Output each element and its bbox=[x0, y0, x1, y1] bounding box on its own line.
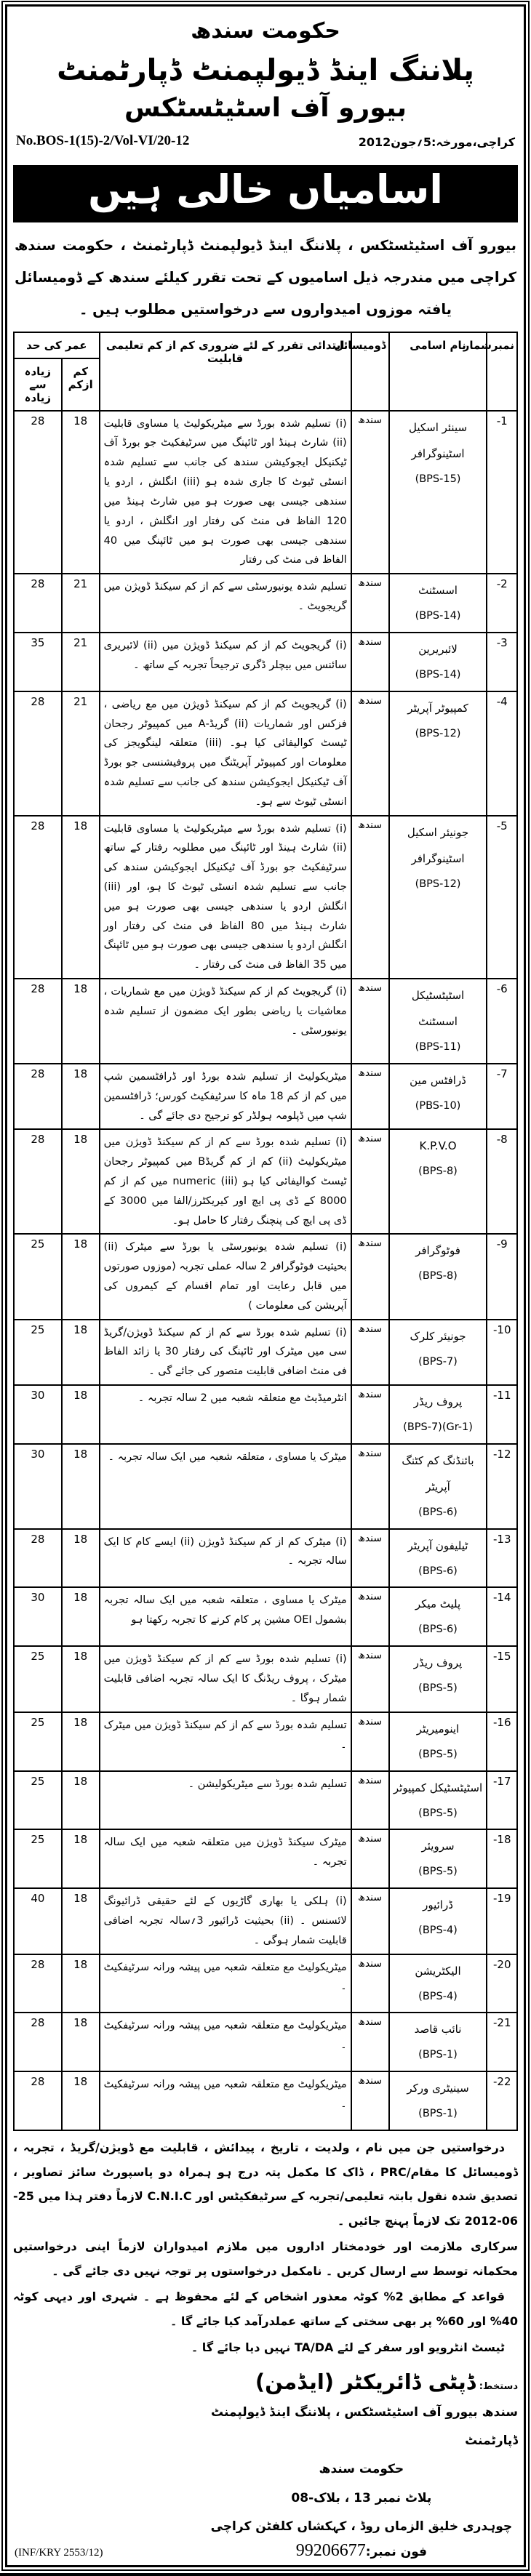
job-age-min: 18 bbox=[62, 2013, 100, 2071]
job-row bbox=[14, 1320, 517, 1385]
note-paragraph: سرکاری ملازمت اور خودمختار اداروں میں ملازم امیدواران لازماً اپنی درخواستیں محکمانہ توسط سے ارسال کریں ۔ نامکمل درخواستوں پر توجہ نہیں دی جائے گی ۔ bbox=[13, 2239, 518, 2278]
job-row bbox=[14, 1712, 517, 1771]
job-post bbox=[389, 1385, 487, 1444]
job-post-name: جونیئر کلرک bbox=[410, 1329, 466, 1343]
job-post bbox=[389, 691, 487, 816]
signatory-line bbox=[205, 2370, 518, 2394]
bureau-title: بیورو آف اسٹیٹسٹکس bbox=[124, 93, 407, 123]
job-pay-scale: (BPS-12) bbox=[415, 878, 461, 890]
job-age-max: 40 bbox=[14, 1888, 62, 1954]
job-domicile: سندھ bbox=[351, 816, 389, 979]
job-age-max: 30 bbox=[14, 1587, 62, 1646]
job-domicile: سندھ bbox=[351, 1320, 389, 1385]
job-post bbox=[389, 1064, 487, 1129]
job-qualification: میٹرک سیکنڈ ڈویژن میں متعلقہ شعبہ میں ایک سالہ تجربہ ۔ bbox=[100, 1829, 351, 1888]
job-domicile: سندھ bbox=[351, 2013, 389, 2071]
job-row bbox=[14, 2013, 517, 2071]
job-row bbox=[14, 1829, 517, 1888]
job-age-max: 28 bbox=[14, 1064, 62, 1129]
job-age-max: 25 bbox=[14, 1320, 62, 1385]
job-age-max: 28 bbox=[14, 816, 62, 979]
job-serial: -15 bbox=[487, 1646, 517, 1712]
job-age-max: 28 bbox=[14, 1129, 62, 1234]
job-qualification: میٹریکولیٹ مع متعلقہ شعبہ میں پیشہ ورانہ سرٹیفکیٹ ۔ bbox=[100, 2071, 351, 2130]
job-qualification: تسلیم شدہ بورڈ سے کم از کم سیکنڈ ڈویژن میں میٹرک ۔ bbox=[100, 1712, 351, 1771]
job-row bbox=[14, 1234, 517, 1319]
job-pay-scale: (BPS-6) bbox=[418, 1624, 458, 1636]
job-pay-scale: (BPS-8) bbox=[418, 1270, 458, 1283]
job-row bbox=[14, 411, 517, 574]
job-age-max: 28 bbox=[14, 411, 62, 574]
job-post bbox=[389, 1234, 487, 1319]
job-domicile: سندھ bbox=[351, 1064, 389, 1129]
job-qualification: (i) تسلیم شدہ یونیورسٹی یا بورڈ سے میٹرک (ii) بحیثیت فوٹوگرافر 2 سالہ عملی تجربہ (موزوں صورتوں میں قابل رعایت اور تمام اقسام کے کیمروں کی آپریشن کی معلومات ) bbox=[100, 1234, 351, 1319]
job-serial: -20 bbox=[487, 1954, 517, 2013]
job-age-max: 28 bbox=[14, 691, 62, 816]
notes-section bbox=[13, 2135, 518, 2359]
job-post-name: سینئر اسکیل اسٹینوگرافر bbox=[408, 420, 468, 460]
date-line: کراچی،مورخہ:5؍جون2012 bbox=[358, 135, 515, 149]
job-qualification: میٹرک یا مساوی ، متعلقہ شعبہ میں ایک سالہ تجربہ ۔ bbox=[100, 1444, 351, 1529]
job-qualification: میٹرک یا مساوی ، متعلقہ شعبہ میں ایک سالہ تجربہ بشمول OEI مشین پر کام کرنے کا تجربہ رکھتا ہو bbox=[100, 1587, 351, 1646]
signature-label: دستخط: bbox=[479, 2381, 518, 2393]
job-pay-scale: (BPS-4) bbox=[418, 1925, 458, 1937]
job-age-max: 28 bbox=[14, 979, 62, 1064]
job-age-min: 18 bbox=[62, 1888, 100, 1954]
header-row-main bbox=[14, 332, 517, 358]
job-pay-scale: (BPS-5) bbox=[418, 1682, 458, 1695]
job-row bbox=[14, 633, 517, 691]
job-serial: -7 bbox=[487, 1064, 517, 1129]
jobs-table-head bbox=[14, 332, 517, 411]
job-age-max: 25 bbox=[14, 1829, 62, 1888]
job-post-name: سرویئر bbox=[421, 1839, 455, 1853]
job-age-min: 18 bbox=[62, 1320, 100, 1385]
job-qualification: تسلیم شدہ بورڈ سے میٹریکولیشن ۔ bbox=[100, 1771, 351, 1830]
department-title: پلاننگ اینڈ ڈیولپمنٹ ڈپارٹمنٹ bbox=[57, 54, 474, 87]
job-post bbox=[389, 2013, 487, 2071]
job-age-min: 18 bbox=[62, 1385, 100, 1444]
job-post-name: ڈرائیور bbox=[423, 1898, 453, 1912]
phone-number: 99206677 bbox=[295, 2540, 366, 2560]
address-road: چوہدری خلیق الزماں روڈ ، کہکشاں کلفٹن کراچی bbox=[210, 2519, 513, 2534]
job-pay-scale: (BPS-15) bbox=[415, 473, 461, 485]
job-qualification: (i) تسلیم شدہ بورڈ سے کم از کم سیکنڈ ڈویژن/گریڈ سی میں میٹرک اور ٹائپنگ کی رفتار 30 یا زائد الفاظ فی منٹ اضافی قابلیت متصور کی جائے گی ۔ bbox=[100, 1320, 351, 1385]
job-pay-scale: (BPS-14) bbox=[415, 610, 461, 622]
job-qualification: (i) گریجویٹ کم از کم سیکنڈ ڈویژن میں مع ریاضی ، فزکس اور شماریات (ii) گریڈ-A میں کمپیوٹر رجحان ٹیسٹ کوالیفائی کیا ہو۔ (iii) متعلقہ لینگویجز کی معلومات اور کمپیوٹر آپریٹنگ میں پروفیشنسی جو بورڈ آف ٹیکنیکل ایجوکیشن سندھ کی جانب سے تسلیم شدہ انسٹی ٹیوٹ سے ہو۔ bbox=[100, 691, 351, 816]
job-age-min: 18 bbox=[62, 1444, 100, 1529]
job-age-max: 25 bbox=[14, 1771, 62, 1830]
job-post-name: اینومیریٹر bbox=[416, 1722, 460, 1736]
note-paragraph: قواعد کے مطابق 2% کوٹہ معذور اشخاص کے لئے محفوظ ہے ۔ شہری اور دیہی کوٹہ 40% اور 60% پر بھی سختی کے ساتھ عملدرآمد کیا جائے گا ۔ bbox=[13, 2290, 518, 2329]
job-domicile: سندھ bbox=[351, 691, 389, 816]
signatory-government: حکومت سندھ bbox=[319, 2462, 404, 2477]
job-qualification: انٹرمیڈیٹ مع متعلقہ شعبہ میں 2 سالہ تجربہ ۔ bbox=[100, 1385, 351, 1444]
job-domicile: سندھ bbox=[351, 1829, 389, 1888]
job-pay-scale: (BPS-12) bbox=[415, 727, 461, 739]
ad-outer-frame bbox=[1, 1, 530, 2571]
job-domicile: سندھ bbox=[351, 2071, 389, 2130]
government-title: حکومت سندھ bbox=[191, 18, 340, 44]
job-qualification: میٹریکولیٹ از تسلیم شدہ بورڈ اور ڈرافٹسمین شپ میں کم از کم 18 ماہ کا سرٹیفکیٹ کورس؛ ڈرافٹسمین شپ میں ڈپلومہ ہولڈر کو ترجیح دی جائے گی ۔ bbox=[100, 1064, 351, 1129]
job-pay-scale: (BPS-1) bbox=[418, 2108, 458, 2120]
signatory-title: ڈپٹی ڈائریکٹر (ایڈمن) bbox=[255, 2370, 476, 2395]
job-row bbox=[14, 1771, 517, 1830]
job-age-max: 35 bbox=[14, 633, 62, 691]
job-age-min: 18 bbox=[62, 1529, 100, 1588]
job-pay-scale: (BPS-14) bbox=[415, 668, 461, 681]
job-post-name: پروف ریڈر bbox=[413, 1395, 463, 1409]
address-plot: پلاٹ نمبر 13 ، بلاک-08 bbox=[291, 2490, 432, 2505]
job-post-name: ٹیلیفون آپریٹر bbox=[407, 1538, 468, 1552]
job-qualification: تسلیم شدہ یونیورسٹی سے کم از کم سیکنڈ ڈویژن میں گریجویٹ ۔ bbox=[100, 574, 351, 633]
job-post bbox=[389, 1954, 487, 2013]
job-post-name: ڈرافٹس مین bbox=[410, 1073, 466, 1087]
job-serial: -18 bbox=[487, 1829, 517, 1888]
job-age-min: 18 bbox=[62, 2071, 100, 2130]
job-age-min: 18 bbox=[62, 1129, 100, 1234]
job-age-min: 18 bbox=[62, 1712, 100, 1771]
job-serial: -8 bbox=[487, 1129, 517, 1234]
job-age-min: 18 bbox=[62, 1829, 100, 1888]
job-row bbox=[14, 816, 517, 979]
job-post-name: فوٹوگرافر bbox=[415, 1244, 460, 1258]
job-row bbox=[14, 1646, 517, 1712]
job-post bbox=[389, 1529, 487, 1588]
job-age-min: 18 bbox=[62, 1954, 100, 2013]
phone-line bbox=[205, 2541, 518, 2561]
job-serial: -16 bbox=[487, 1712, 517, 1771]
job-row bbox=[14, 2071, 517, 2130]
job-domicile: سندھ bbox=[351, 1129, 389, 1234]
job-qualification: (i) تسلیم شدہ بورڈ سے کم از کم سیکنڈ ڈویژن میں میٹریکولیٹ (ii) کم از کم گریڈB میں کمپیوٹر رجحان ٹیسٹ کوالیفائی کیا ہو (iii) numeric میں کم از کم 8000 کے ڈی پی ایچ اور کیریکٹرز/الفا میں 3000 کے ڈی پی ایچ کی پنچنگ رفتار کا حامل ہو۔ bbox=[100, 1129, 351, 1234]
col-age-min: کم ازکم bbox=[62, 358, 100, 411]
job-qualification: (i) گریجویٹ کم از کم سیکنڈ ڈویژن میں مع شماریات ، معاشیات یا ریاضی بطور ایک مضمون از تسلیم شدہ یونیورسٹی ۔ bbox=[100, 979, 351, 1064]
job-serial: -17 bbox=[487, 1771, 517, 1830]
job-qualification: (i) تسلیم شدہ بورڈ سے میٹریکولیٹ یا مساوی قابلیت (ii) شارٹ ہینڈ اور ٹائپنگ میں مطلوبہ رفتار کے ساتھ سرٹیفکیٹ جو بورڈ آف ٹیکنیکل ایجوکیشن سندھ کی جانب سے تسلیم شدہ انسٹی ٹیوٹ کا ہو، اور (iii) انگلش اردو یا سندھی جیسی بھی صورت ہو میں شارٹ ہینڈ میں 80 الفاظ فی منٹ کی رفتار اور انگلش اردو یا سندھی جیسی بھی صورت ہو میں ٹائپنگ میں 35 الفاظ فی منٹ کی رفتار ۔ bbox=[100, 816, 351, 979]
job-post-name: جونیئر اسکیل اسٹینوگرافر bbox=[407, 825, 469, 865]
job-row bbox=[14, 1064, 517, 1129]
col-post: نام اسامی bbox=[389, 332, 487, 411]
job-serial: -21 bbox=[487, 2013, 517, 2071]
job-domicile: سندھ bbox=[351, 411, 389, 574]
job-post-name: اسٹیٹسٹیکل کمپیوٹر bbox=[393, 1781, 483, 1794]
job-domicile: سندھ bbox=[351, 1888, 389, 1954]
job-row bbox=[14, 1587, 517, 1646]
job-age-min: 18 bbox=[62, 1064, 100, 1129]
reference-line bbox=[16, 133, 515, 149]
col-domicile: ڈومیسائل bbox=[351, 332, 389, 411]
job-post bbox=[389, 574, 487, 633]
job-post bbox=[389, 633, 487, 691]
job-advertisement bbox=[5, 4, 526, 2567]
job-pay-scale: (BPS-7) bbox=[418, 1355, 458, 1368]
job-age-max: 30 bbox=[14, 1385, 62, 1444]
job-serial: -10 bbox=[487, 1320, 517, 1385]
job-serial: -22 bbox=[487, 2071, 517, 2130]
phone-label: فون نمبر: bbox=[365, 2544, 428, 2559]
job-age-min: 18 bbox=[62, 411, 100, 574]
job-age-max: 30 bbox=[14, 1444, 62, 1529]
job-post-name: الیکٹریشن bbox=[415, 1964, 461, 1978]
job-serial: -13 bbox=[487, 1529, 517, 1588]
job-post bbox=[389, 979, 487, 1064]
job-domicile: سندھ bbox=[351, 1712, 389, 1771]
job-age-min: 21 bbox=[62, 574, 100, 633]
job-age-max: 28 bbox=[14, 2013, 62, 2071]
job-row bbox=[14, 1954, 517, 2013]
job-qualification: میٹریکولیٹ مع متعلقہ شعبہ میں پیشہ ورانہ سرٹیفکیٹ ۔ bbox=[100, 2013, 351, 2071]
job-row bbox=[14, 1529, 517, 1588]
job-post-name: لائبریرین bbox=[418, 642, 458, 656]
job-post bbox=[389, 1771, 487, 1830]
job-pay-scale: (BPS-5) bbox=[418, 1807, 458, 1819]
job-age-max: 28 bbox=[14, 574, 62, 633]
job-post-name: پلیٹ میکر bbox=[415, 1597, 461, 1611]
job-post bbox=[389, 1444, 487, 1529]
job-age-max: 28 bbox=[14, 2071, 62, 2130]
job-age-min: 21 bbox=[62, 633, 100, 691]
job-serial: -2 bbox=[487, 574, 517, 633]
job-post bbox=[389, 1320, 487, 1385]
reference-number: No.BOS-1(15)-2/Vol-VI/20-12 bbox=[16, 133, 190, 148]
intro-paragraph: بیورو آف اسٹیٹسٹکس ، پلاننگ اینڈ ڈیولپمنٹ ڈپارٹمنٹ ، حکومت سندھ کراچی میں مندرجہ ذیل اسامیوں کے تحت تقرر کیلئے سندھ کے ڈومیسائل یافتہ موزوں امیدواروں سے درخواستیں مطلوب ہیں ۔ bbox=[15, 237, 516, 318]
job-pay-scale: (BPS-6) bbox=[418, 1565, 458, 1577]
job-domicile: سندھ bbox=[351, 1771, 389, 1830]
job-pay-scale: (BPS-11) bbox=[415, 1041, 461, 1054]
job-age-max: 28 bbox=[14, 1529, 62, 1588]
job-post-name: نائب قاصد bbox=[414, 2023, 462, 2037]
job-serial: -9 bbox=[487, 1234, 517, 1319]
job-serial: -3 bbox=[487, 633, 517, 691]
job-post-name: پروف ریڈر bbox=[413, 1656, 463, 1670]
job-serial: -1 bbox=[487, 411, 517, 574]
job-row bbox=[14, 1129, 517, 1234]
jobs-table bbox=[13, 332, 518, 2131]
job-post bbox=[389, 1129, 487, 1234]
job-row bbox=[14, 1444, 517, 1529]
job-age-min: 18 bbox=[62, 1646, 100, 1712]
job-age-min: 18 bbox=[62, 816, 100, 979]
job-domicile: سندھ bbox=[351, 1444, 389, 1529]
job-serial: -4 bbox=[487, 691, 517, 816]
col-qualification: ابتدائی تقرر کے لئے ضروری کم از کم تعلیمی قابلیت bbox=[100, 332, 351, 411]
job-domicile: سندھ bbox=[351, 1646, 389, 1712]
jobs-tbody bbox=[14, 411, 517, 2130]
job-serial: -12 bbox=[487, 1444, 517, 1529]
job-domicile: سندھ bbox=[351, 633, 389, 691]
bottom-column-rule bbox=[0, 2573, 531, 2576]
job-row bbox=[14, 979, 517, 1064]
job-qualification: میٹریکولیٹ مع متعلقہ شعبہ میں پیشہ ورانہ سرٹیفکیٹ ۔ bbox=[100, 1954, 351, 2013]
vacancy-banner-title: اسامیاں خالی ہیں bbox=[88, 166, 443, 212]
job-domicile: سندھ bbox=[351, 1234, 389, 1319]
job-pay-scale: (BPS-8) bbox=[418, 1165, 458, 1178]
inf-reference: (INF/KRY 2553/12) bbox=[15, 2546, 103, 2559]
col-serial: نمبرشمار bbox=[487, 332, 517, 411]
job-serial: -5 bbox=[487, 816, 517, 979]
job-pay-scale: (PBS-10) bbox=[415, 1099, 461, 1112]
signature-block bbox=[205, 2370, 518, 2560]
job-age-max: 25 bbox=[14, 1234, 62, 1319]
job-age-min: 18 bbox=[62, 1234, 100, 1319]
job-age-max: 25 bbox=[14, 1646, 62, 1712]
job-age-min: 18 bbox=[62, 1771, 100, 1830]
job-qualification: (i) ہلکی یا بھاری گاڑیوں کے لئے حقیقی ڈرائیونگ لائسنس ۔ (ii) بحیثیت ڈرائیور 3؍سالہ تجربہ اضافی قابلیت شمار ہوگی ۔ bbox=[100, 1888, 351, 1954]
job-qualification: (i) تسلیم شدہ بورڈ سے میٹریکولیٹ یا مساوی قابلیت (ii) شارٹ ہینڈ اور ٹائپنگ میں سرٹیفکیٹ جو بورڈ آف ٹیکنیکل ایجوکیشن سندھ کی جانب سے تسلیم شدہ انسٹی ٹیوٹ کا جاری شدہ ہو (iii) انگلش ، اردو یا سندھی جیسی بھی صورت ہو میں شارٹ ہینڈ میں 120 الفاظ فی منٹ کی رفتار اور انگلش ، اردو یا سندھی جیسی بھی صورت ہو میں ٹائپنگ میں 40 الفاظ فی منٹ کی رفتار bbox=[100, 411, 351, 574]
job-domicile: سندھ bbox=[351, 1529, 389, 1588]
job-serial: -6 bbox=[487, 979, 517, 1064]
job-pay-scale: (BPS-1) bbox=[418, 2049, 458, 2061]
col-age-limit: عمر کی حد bbox=[14, 332, 100, 358]
job-post bbox=[389, 1587, 487, 1646]
job-pay-scale: (BPS-6) bbox=[418, 1506, 458, 1518]
job-domicile: سندھ bbox=[351, 1587, 389, 1646]
signatory-organization: سندھ بیورو آف اسٹیٹسٹکس ، پلاننگ اینڈ ڈیولپمنٹ ڈپارٹمنٹ bbox=[211, 2405, 518, 2449]
job-post bbox=[389, 1646, 487, 1712]
job-serial: -19 bbox=[487, 1888, 517, 1954]
job-post bbox=[389, 1829, 487, 1888]
job-domicile: سندھ bbox=[351, 1385, 389, 1444]
job-post bbox=[389, 816, 487, 979]
col-age-max: زیادہ سے زیادہ bbox=[14, 358, 62, 411]
job-post bbox=[389, 1712, 487, 1771]
job-pay-scale: (BPS-7)(Gr-1) bbox=[403, 1421, 473, 1434]
note-paragraph: درخواستیں جن میں نام ، ولدیت ، تاریخ ، پیدائش ، قابلیت مع ڈویژن/گریڈ ، تجربہ ، ڈومیسائل کا مقام/PRC ، ڈاک کا مکمل پتہ درج ہو ہمراہ دو پاسپورٹ سائز تصاویر ، تصدیق شدہ نقول بابتہ تعلیمی/تجربہ کے سرٹیفکیٹس اور C.N.I.C لازماً دفتر ہذا میں 25-06-2012 تک لازماً پہنچ جائیں ۔ bbox=[13, 2140, 519, 2228]
job-post bbox=[389, 2071, 487, 2130]
job-age-max: 25 bbox=[14, 1712, 62, 1771]
note-paragraph: ٹیسٹ انٹرویو اور سفر کے لئے TA/DA نہیں دیا جائے گا ۔ bbox=[191, 2340, 505, 2354]
job-post bbox=[389, 1888, 487, 1954]
job-qualification: (i) گریجویٹ کم از کم سیکنڈ ڈویژن میں (ii) لائبریری سائنس میں بیچلر ڈگری ترجیحاً تجربہ کے ساتھ ۔ bbox=[100, 633, 351, 691]
job-serial: -14 bbox=[487, 1587, 517, 1646]
ad-header bbox=[13, 18, 518, 123]
job-domicile: سندھ bbox=[351, 574, 389, 633]
job-pay-scale: (BPS-5) bbox=[418, 1748, 458, 1760]
job-post-name: سینیٹری ورکر bbox=[407, 2082, 469, 2095]
job-age-max: 28 bbox=[14, 1954, 62, 2013]
job-post bbox=[389, 411, 487, 574]
job-row bbox=[14, 1385, 517, 1444]
job-domicile: سندھ bbox=[351, 979, 389, 1064]
job-pay-scale: (BPS-5) bbox=[418, 1866, 458, 1878]
job-domicile: سندھ bbox=[351, 1954, 389, 2013]
job-post-name: بائنڈنگ کم کٹنگ آپریٹر bbox=[402, 1453, 474, 1493]
job-post-name: کمپیوٹر آپریٹر bbox=[407, 701, 468, 715]
job-age-min: 18 bbox=[62, 979, 100, 1064]
job-post-name: اسسٹنٹ bbox=[418, 584, 458, 598]
vacancy-banner bbox=[13, 165, 518, 222]
job-post-name: K.P.V.O bbox=[419, 1139, 457, 1153]
job-qualification: (i) تسلیم شدہ بورڈ سے کم از کم سیکنڈ ڈویژن میں میٹرک ، پروف ریڈنگ کا ایک سالہ تجربہ اضافی قابلیت شمار ہوگا ۔ bbox=[100, 1646, 351, 1712]
job-row bbox=[14, 574, 517, 633]
job-qualification: (i) میٹرک کم از کم سیکنڈ ڈویژن (ii) ایسے کام کا ایک سالہ تجربہ ۔ bbox=[100, 1529, 351, 1588]
job-row bbox=[14, 691, 517, 816]
job-age-min: 18 bbox=[62, 1587, 100, 1646]
job-age-min: 21 bbox=[62, 691, 100, 816]
job-post-name: اسٹیٹسٹیکل اسسٹنٹ bbox=[411, 989, 465, 1029]
job-serial: -11 bbox=[487, 1385, 517, 1444]
job-pay-scale: (BPS-4) bbox=[418, 1990, 458, 2002]
job-row bbox=[14, 1888, 517, 1954]
